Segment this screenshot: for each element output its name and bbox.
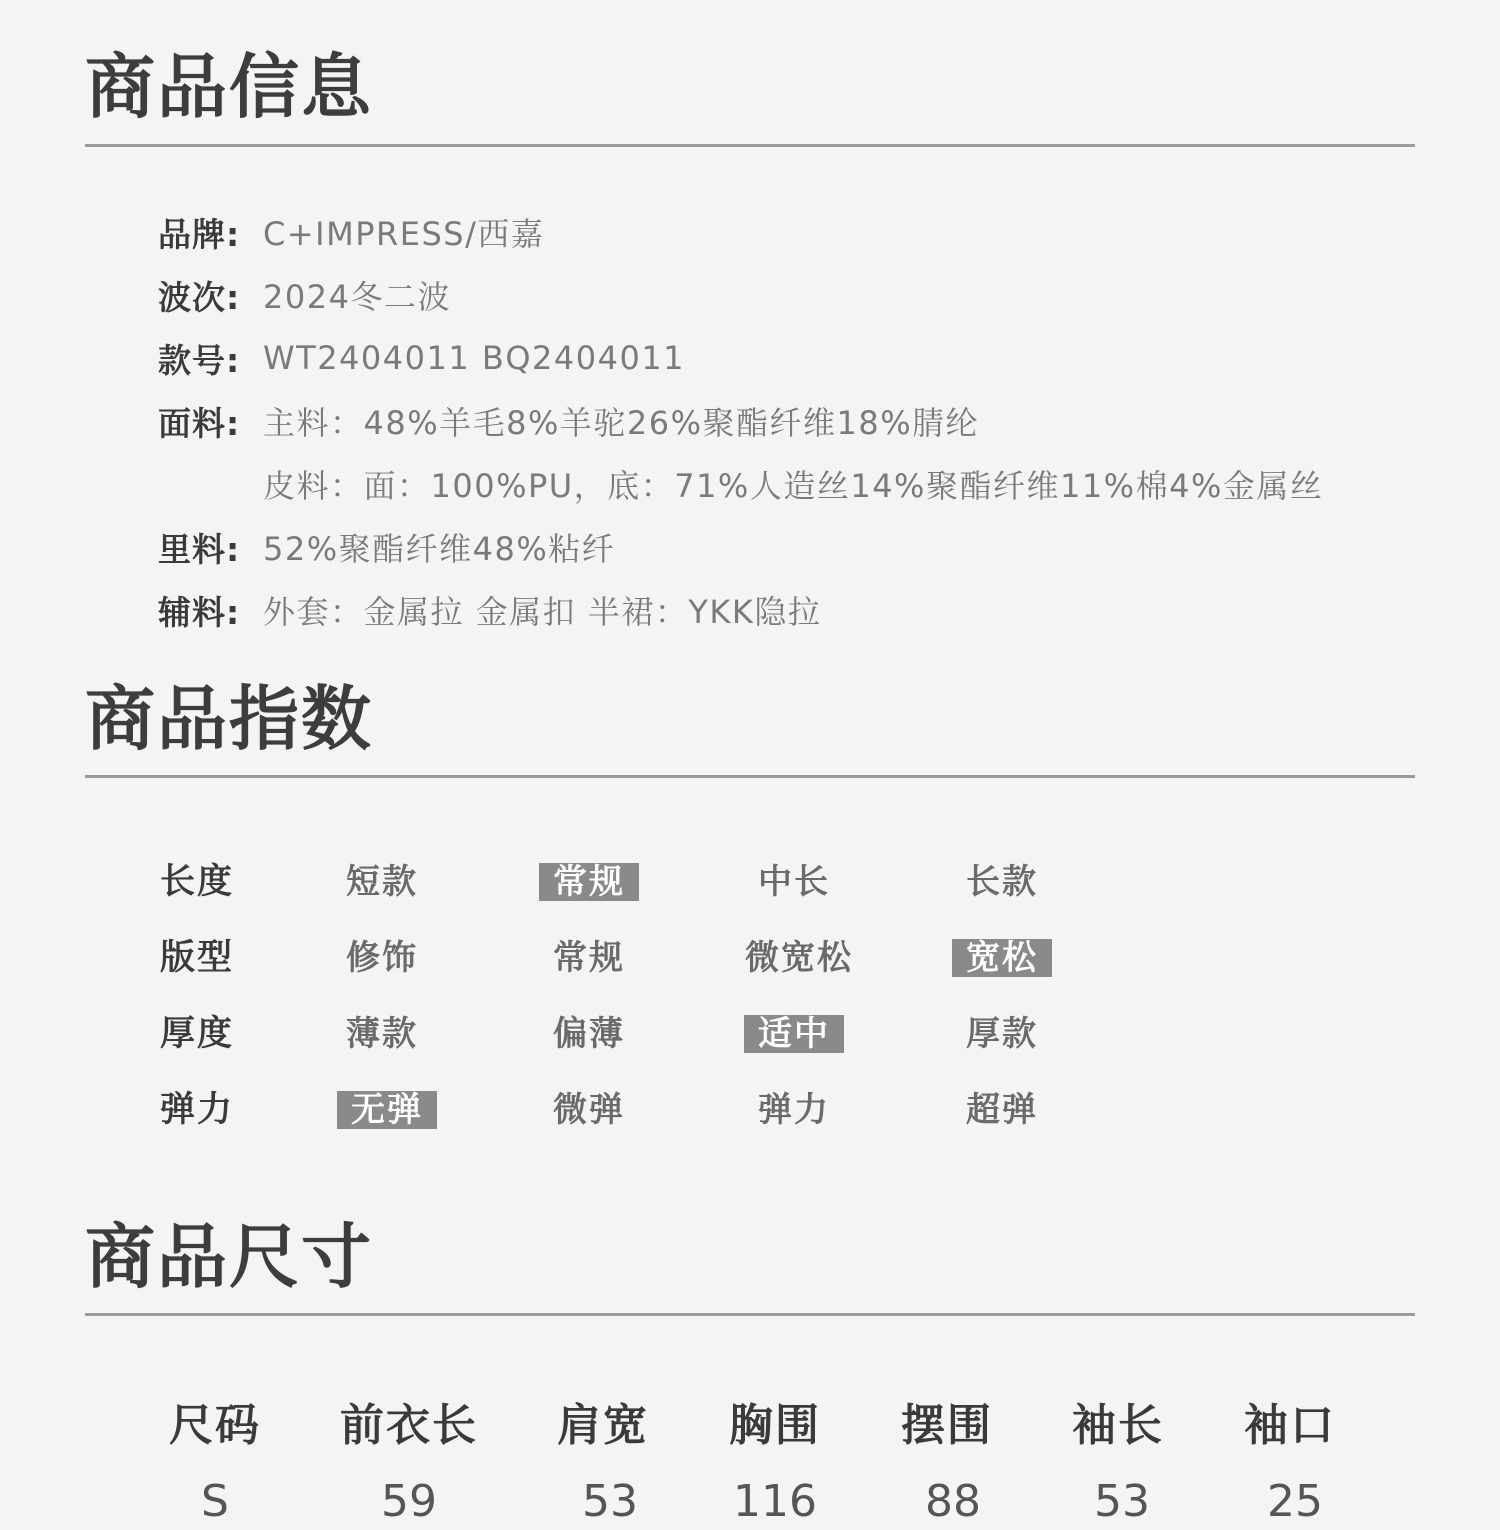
- section-title-index: 商品指数: [85, 677, 373, 760]
- info-row-lining: [158, 522, 615, 572]
- index-option: 厚款: [966, 1014, 1038, 1054]
- info-label: 面料:: [158, 403, 241, 443]
- index-option: 中长: [758, 862, 830, 902]
- index-option: 长款: [966, 862, 1038, 902]
- info-row-wave: [158, 270, 451, 320]
- section-divider: [85, 1313, 1415, 1316]
- index-row-thickness: [0, 1009, 1500, 1059]
- index-label: 长度: [160, 862, 235, 902]
- section-title-size: 商品尺寸: [85, 1215, 373, 1298]
- index-label: 厚度: [160, 1014, 235, 1054]
- size-table-header: 摆围: [901, 1400, 993, 1451]
- size-table-header: 肩宽: [557, 1400, 649, 1451]
- info-value: 52%聚酯纤维48%粘纤: [263, 530, 616, 568]
- size-table-cell: S: [201, 1476, 229, 1527]
- info-label: 款号:: [158, 340, 241, 380]
- size-table-cell: 59: [381, 1476, 437, 1527]
- size-table-cell: 53: [1094, 1476, 1150, 1527]
- info-label: 辅料:: [158, 592, 241, 632]
- info-value: 皮料：面：100%PU，底：71%人造丝14%聚酯纤维11%棉4%金属丝: [263, 467, 1324, 505]
- size-table-header: 尺码: [169, 1400, 261, 1451]
- index-label: 弹力: [160, 1090, 235, 1130]
- info-value: C+IMPRESS/西嘉: [263, 215, 545, 253]
- info-label: 波次:: [158, 277, 241, 317]
- index-option: 短款: [346, 862, 418, 902]
- size-table-cell: 53: [582, 1476, 638, 1527]
- size-table-header: 袖口: [1244, 1400, 1336, 1451]
- index-option: 常规: [553, 938, 625, 978]
- info-value: WT2404011 BQ2404011: [263, 339, 686, 377]
- index-option: 微弹: [553, 1090, 625, 1130]
- index-option-selected: 常规: [539, 863, 639, 901]
- size-table-header: 胸围: [729, 1400, 821, 1451]
- info-label: 品牌:: [158, 214, 241, 254]
- index-label: 版型: [160, 938, 235, 978]
- size-table-cell: 25: [1267, 1476, 1323, 1527]
- index-option: 修饰: [346, 938, 418, 978]
- index-option-selected: 适中: [744, 1015, 844, 1053]
- index-row-elasticity: [0, 1085, 1500, 1135]
- index-option: 弹力: [758, 1090, 830, 1130]
- section-divider: [85, 144, 1415, 147]
- size-table-cell: 88: [925, 1476, 981, 1527]
- index-row-length: [0, 857, 1500, 907]
- info-label: 里料:: [158, 529, 241, 569]
- index-option-selected: 宽松: [952, 939, 1052, 977]
- index-option-selected: 无弹: [337, 1091, 437, 1129]
- index-option: 微宽松: [745, 938, 853, 978]
- section-divider: [85, 775, 1415, 778]
- info-value: 主料：48%羊毛8%羊驼26%聚酯纤维18%腈纶: [263, 404, 980, 442]
- index-option: 超弹: [966, 1090, 1038, 1130]
- size-table-header: 前衣长: [340, 1400, 478, 1451]
- info-row-fabric-leather: [158, 459, 1323, 509]
- info-row-style-no: [158, 333, 685, 383]
- index-option: 偏薄: [553, 1014, 625, 1054]
- info-row-brand: [158, 207, 544, 257]
- info-value: 外套：金属拉 金属扣 半裙：YKK隐拉: [263, 593, 822, 631]
- size-table-header: 袖长: [1072, 1400, 1164, 1451]
- info-value: 2024冬二波: [263, 278, 451, 316]
- index-option: 薄款: [346, 1014, 418, 1054]
- section-title-info: 商品信息: [85, 45, 373, 128]
- info-row-accessories: [158, 585, 821, 635]
- info-row-fabric: [158, 396, 979, 446]
- size-table-cell: 116: [733, 1476, 817, 1527]
- index-row-fit: [0, 933, 1500, 983]
